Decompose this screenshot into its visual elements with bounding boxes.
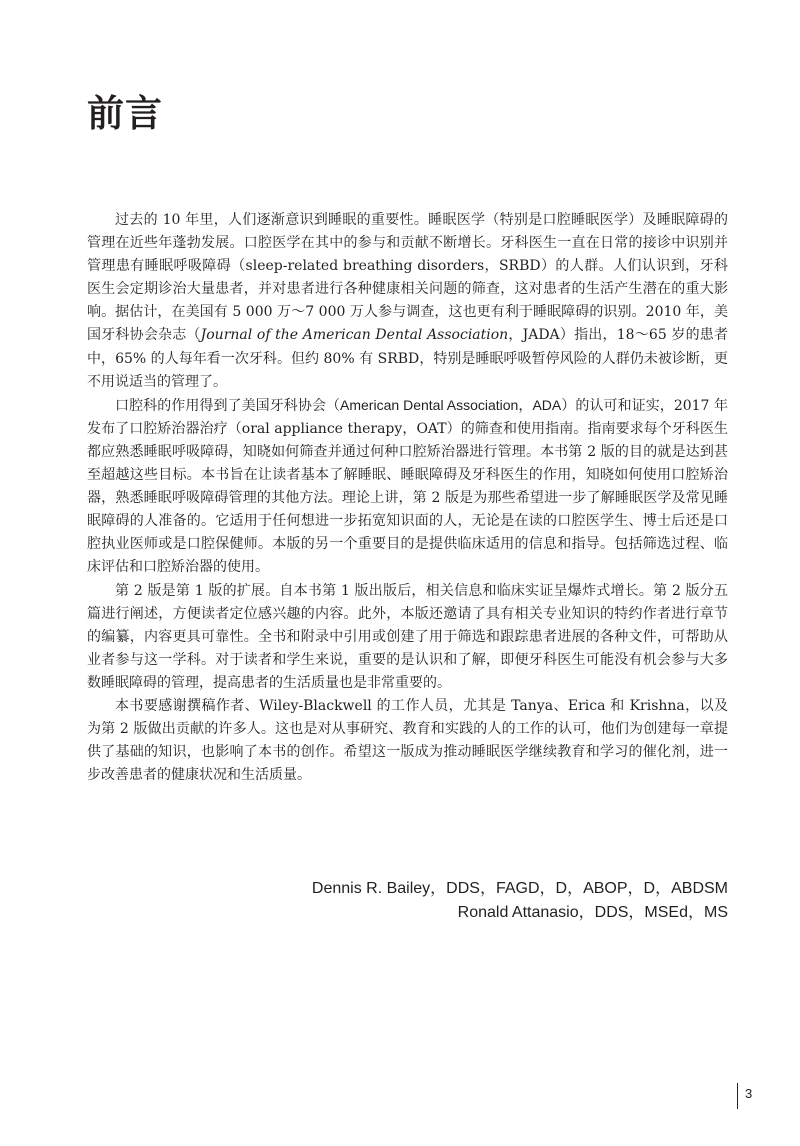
- organization-name: American Dental Association，ADA: [340, 396, 562, 413]
- paragraph-1-text-b: ，JADA）指出，18～65 岁的患者中，65% 的人每年看一次牙科。但约 80% 有 SRBD，特别是睡眠呼吸暂停风险的人群仍未被诊断，更不用说适当的管理了。: [87, 327, 729, 390]
- paragraph-2-text-b: ）的认可和证实，2017 年发布了口腔矫治器治疗（oral appliance therapy，OAT）的筛查和使用指南。指南要求每个牙科医生都应熟悉睡眠呼吸障碍，知晓如何筛查并通过何种口腔矫治器进行管理。本书第 2 版的目的就是达到甚至超越这些目标。本书旨在让读者基本了解睡眠、睡眠障碍及牙科医生的作用，知晓如何使用口腔矫治器，熟悉睡眠呼吸障碍管理的其他方法。理论上讲，第 2 版是为那些希望进一步了解睡眠医学及常见睡眠障碍的人准备的。它适用于任何想进一步拓宽知识面的人，无论是在读的口腔医学生、博士后还是口腔执业医师或是口腔保健师。本版的另一个重要目的是提供临床适用的信息和指导。包括筛选过程、临床评估和口腔矫治器的使用。: [87, 397, 728, 576]
- page-number-divider: [737, 1083, 738, 1109]
- page-number: 3: [745, 1086, 753, 1101]
- author-signatures: [312, 877, 728, 924]
- signature-author-1: Dennis R. Bailey，DDS，FAGD，D，ABOP，D，ABDSM: [311, 880, 728, 897]
- paragraph-2-text-a: 口腔科的作用得到了美国牙科协会（: [115, 397, 341, 414]
- paragraph-1: [87, 209, 728, 394]
- paragraph-2: [87, 394, 728, 580]
- paragraph-3: 第 2 版是第 1 版的扩展。自本书第 1 版出版后，相关信息和临床实证呈爆炸式增长。第 2 版分五篇进行阐述，方便读者定位感兴趣的内容。此外，本版还邀请了具有相关专业知识的特约作者进行章节的编纂，内容更具可靠性。全书和附录中引用或创建了用于筛选和跟踪患者进展的各种文件，可帮助从业者参与这一学科。对于读者和学生来说，重要的是认识和了解，即便牙科医生可能没有机会参与大多数睡眠障碍的管理，提高患者的生活质量也是非常重要的。: [87, 582, 728, 691]
- paragraph-4: 本书要感谢撰稿作者、Wiley-Blackwell 的工作人员，尤其是 Tanya、Erica 和 Krishna，以及为第 2 版做出贡献的许多人。这也是对从事研究、教育和实践的人的工作的认可，他们为创建每一章提供了基础的知识，也影响了本书的创作。希望这一版成为推动睡眠医学继续教育和学习的催化剂，进一步改善患者的健康状况和生活质量。: [87, 697, 728, 784]
- journal-title: Journal of the American Dental Association: [200, 327, 509, 344]
- signature-author-2: Ronald Attanasio，DDS，MSEd，MS: [457, 903, 728, 921]
- preface-body: [87, 209, 728, 787]
- page-title: 前言: [87, 92, 163, 135]
- paragraph-1-text-a: 过去的 10 年里，人们逐渐意识到睡眠的重要性。睡眠医学（特别是口腔睡眠医学）及睡眠障碍的管理在近些年蓬勃发展。口腔医学在其中的参与和贡献不断增长。牙科医生一直在日常的接诊中识别并管理患有睡眠呼吸障碍（sleep-related breathing disorders，SRBD）的人群。人们认识到，牙科医生会定期诊治大量患者，并对患者进行各种健康相关问题的筛查，这对患者的生活产生潜在的重大影响。据估计，在美国有 5 000 万～7 000 万人参与调查，这也更有利于睡眠障碍的识别。2010 年，美国牙科协会杂志（: [87, 212, 728, 344]
